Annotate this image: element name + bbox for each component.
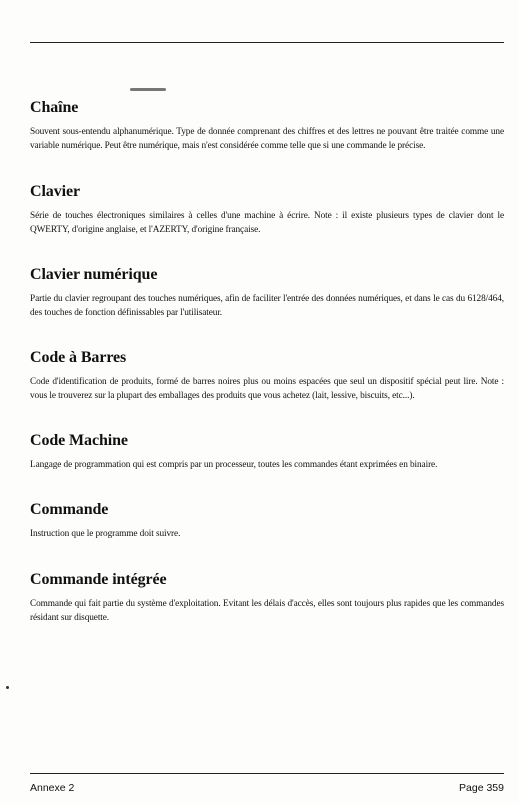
glossary-entry: [30, 570, 504, 625]
scan-speck: [130, 88, 166, 91]
entry-term: Clavier numérique: [30, 266, 158, 283]
page-number: Page 359: [459, 782, 504, 794]
footer-rule: [30, 773, 504, 774]
scan-speck: [6, 686, 9, 689]
glossary-entry: [30, 182, 504, 237]
page-footer: [30, 782, 504, 796]
glossary-entry: [30, 431, 504, 472]
entry-term: Commande intégrée: [30, 571, 167, 588]
entry-definition: Instruction que le programme doit suivre.: [30, 529, 181, 539]
entry-definition: Code d'identification de produits, formé de barres noires plus ou moins espacées que seul un dispositif spécial peut lire. Note : vous le trouverez sur la plupart des emballages des produits que vous achetez (lait, lessive, biscuits, etc...).: [30, 377, 504, 401]
entry-term: Commande: [30, 501, 109, 518]
glossary-entry: [30, 265, 504, 320]
glossary-entry: [30, 500, 504, 541]
footer-section-label: Annexe 2: [30, 782, 75, 794]
glossary-entry: [30, 348, 504, 403]
entry-term: Code à Barres: [30, 349, 127, 366]
entry-definition: Souvent sous-entendu alphanumérique. Type de donnée comprenant des chiffres et des lettres ne pouvant être traitée comme une variable numérique. Peut être numérique, mais n'est considérée comme telle que si une commande le précise.: [30, 127, 504, 151]
entry-definition: Commande qui fait partie du système d'exploitation. Evitant les délais d'accès, elles sont toujours plus rapides que les commandes résidant sur disquette.: [30, 599, 504, 623]
entry-definition: Partie du clavier regroupant des touches numériques, afin de faciliter l'entrée des données numériques, et dans le cas du 6128/464, des touches de fonction définissables par l'utilisateur.: [30, 294, 504, 318]
entry-term: Clavier: [30, 183, 80, 200]
glossary-entries: [30, 98, 504, 625]
entry-definition: Série de touches électroniques similaires à celles d'une machine à écrire. Note : il existe plusieurs types de clavier dont le QWERTY, d'origine anglaise, et l'AZERTY, d'origine française.: [30, 211, 504, 235]
entry-term: Code Machine: [30, 432, 128, 449]
entry-definition: Langage de programmation qui est compris par un processeur, toutes les commandes étant exprimées en binaire.: [30, 460, 438, 470]
entry-term: Chaîne: [30, 99, 79, 116]
header-rule: [30, 42, 504, 43]
glossary-entry: [30, 98, 504, 153]
